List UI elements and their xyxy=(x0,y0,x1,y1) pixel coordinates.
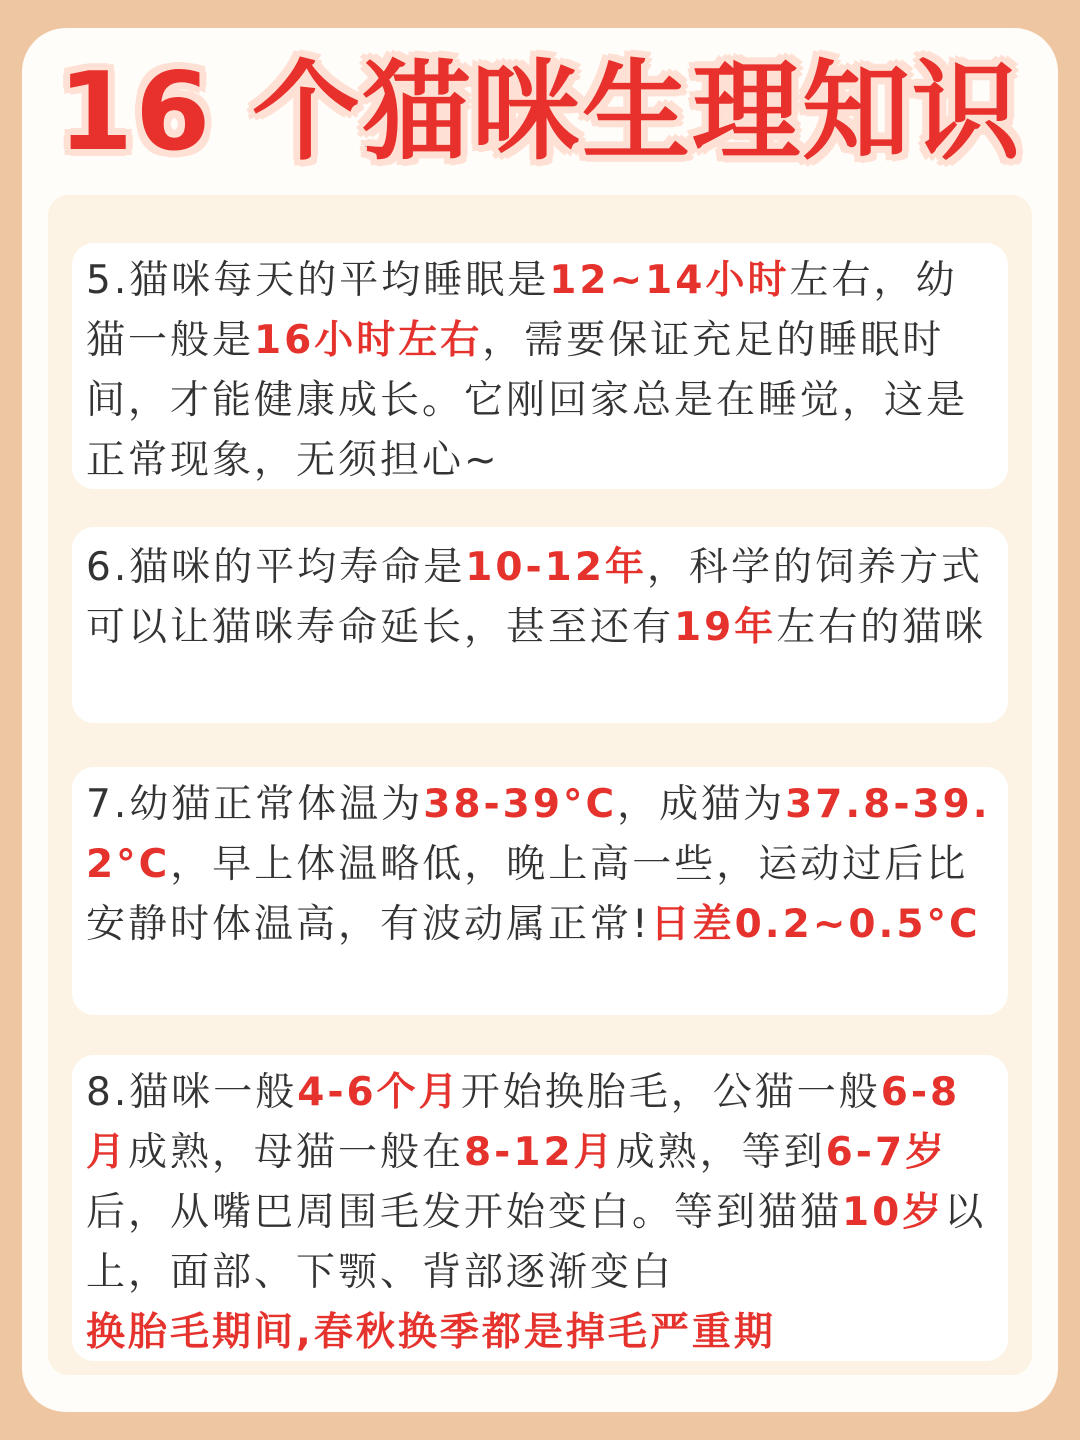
fact-segment: 左右，幼猫一般是 xyxy=(86,258,958,363)
fact-highlight: 换胎毛期间,春秋换季都是掉毛严重期 xyxy=(86,1310,776,1355)
fact-highlight: 日差0.2~0.5°C xyxy=(650,902,981,947)
fact-segment: ，科学的饲养方式可以让猫咪寿命延长，甚至还有 xyxy=(86,545,983,650)
fact-highlight: 37.8-39.2°C xyxy=(86,782,991,887)
fact-highlight: 6-7岁 xyxy=(825,1130,948,1175)
fact-highlight: 6-8月 xyxy=(86,1070,961,1175)
fact-card-5 xyxy=(72,243,1008,489)
fact-highlight: 19年 xyxy=(674,605,777,650)
fact-highlight: 12~14小时 xyxy=(549,258,790,303)
fact-segment: 6.猫咪的平均寿命是 xyxy=(86,545,466,590)
fact-segment: 成熟，母猫一般在 xyxy=(128,1130,465,1175)
fact-segment: ，成猫为 xyxy=(617,782,786,827)
fact-text-8 xyxy=(86,1063,994,1363)
fact-highlight: 4-6个月 xyxy=(297,1070,461,1115)
fact-text-6 xyxy=(86,538,994,658)
fact-segment: ，需要保证充足的睡眠时间，才能健康成长。它刚回家总是在睡觉，这是正常现象，无须担心~ xyxy=(86,318,969,483)
fact-highlight: 8-12月 xyxy=(464,1130,616,1175)
fact-segment: 成熟，等到 xyxy=(615,1130,826,1175)
fact-highlight: 10岁 xyxy=(842,1190,945,1235)
fact-segment: 5.猫咪每天的平均睡眠是 xyxy=(86,258,550,303)
fact-card-6 xyxy=(72,527,1008,723)
fact-card-7 xyxy=(72,767,1008,1015)
fact-highlight: 38-39°C xyxy=(423,782,618,827)
fact-segment: 左右的猫咪 xyxy=(776,605,987,650)
fact-card-8 xyxy=(72,1055,1008,1361)
fact-segment: 7.幼猫正常体温为 xyxy=(86,782,424,827)
fact-segment: 后，从嘴巴周围毛发开始变白。等到猫猫 xyxy=(86,1190,843,1235)
fact-segment: 8.猫咪一般 xyxy=(86,1070,298,1115)
fact-highlight: 16小时左右 xyxy=(254,318,483,363)
fact-text-5 xyxy=(86,251,994,491)
page-title: 16 个猫咪生理知识 xyxy=(58,50,1022,175)
fact-segment: ，早上体温略低，晚上高一些，运动过后比安静时体温高，有波动属正常! xyxy=(86,842,969,947)
fact-segment: 开始换胎毛，公猫一般 xyxy=(460,1070,881,1115)
fact-text-7 xyxy=(86,775,994,955)
fact-segment: 以上，面部、下颚、背部逐渐变白 xyxy=(86,1190,987,1295)
fact-highlight: 10-12年 xyxy=(465,545,647,590)
